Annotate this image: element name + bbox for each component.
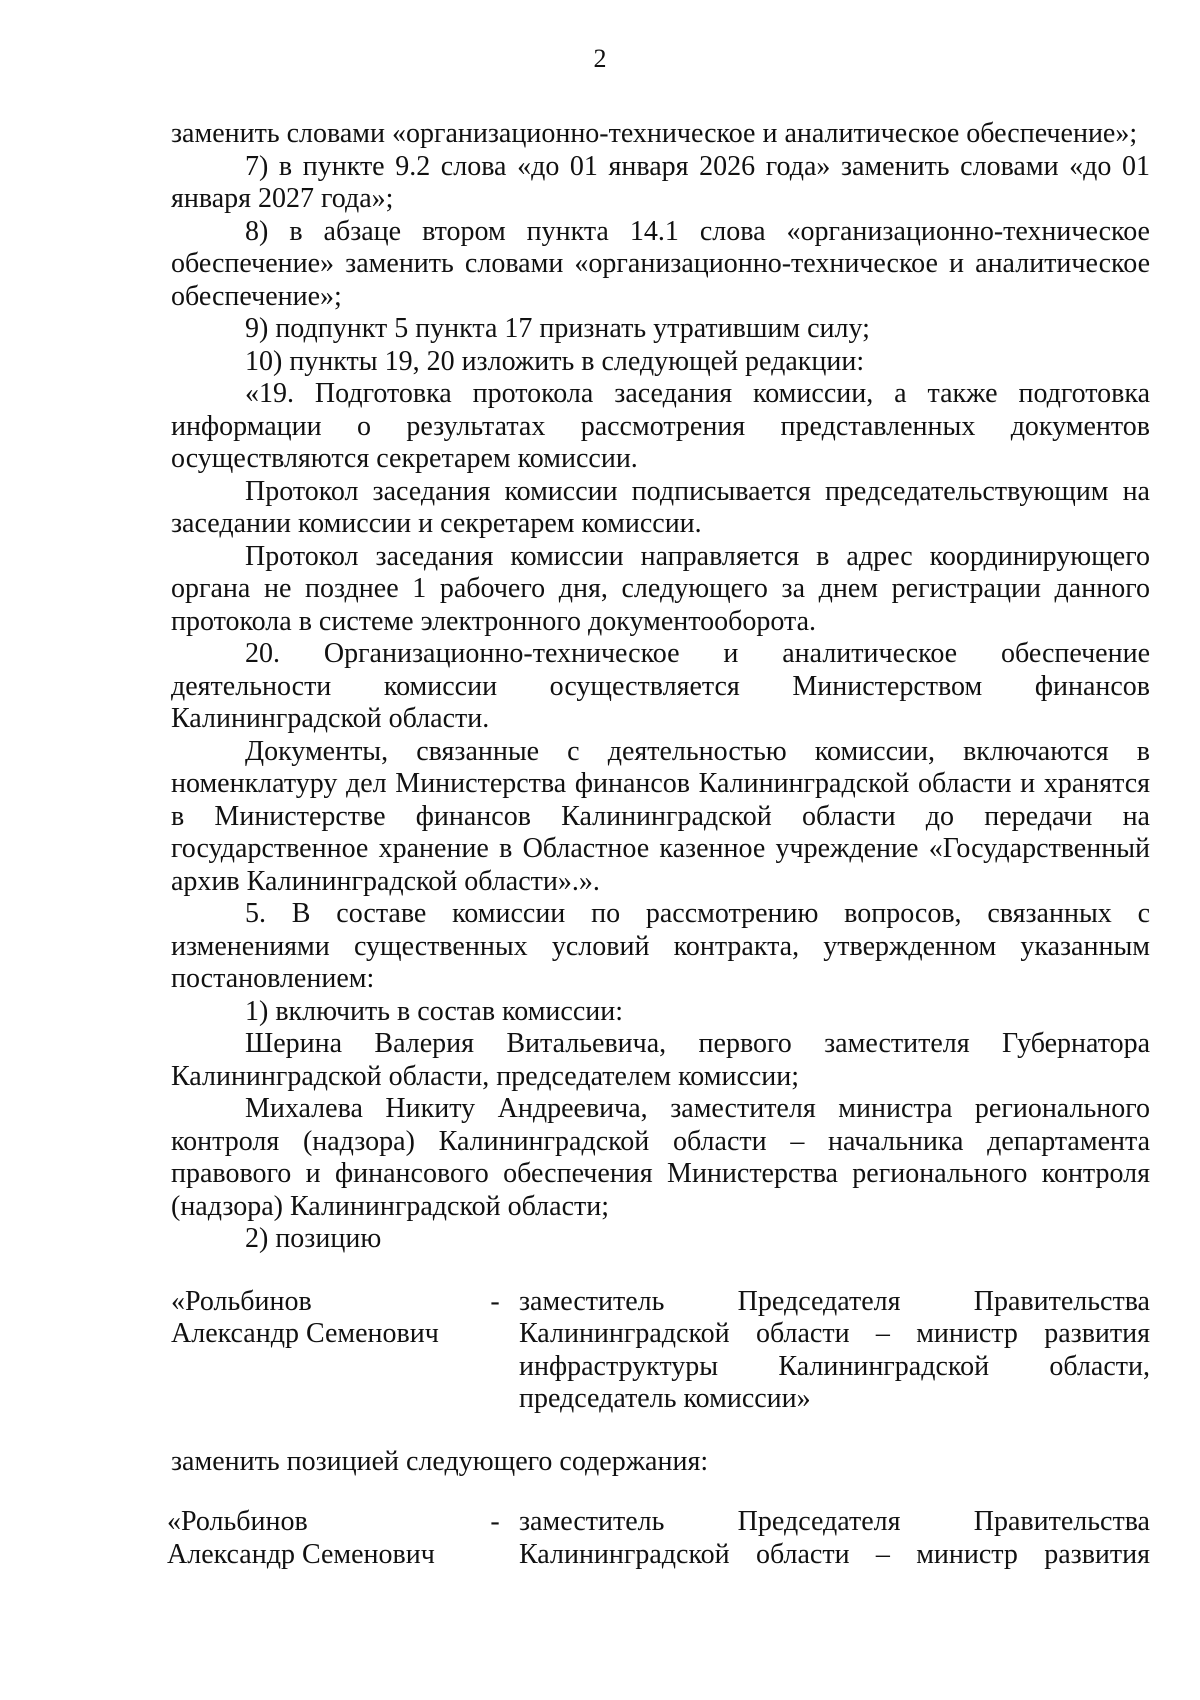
paragraph-item-5: 5. В составе комиссии по рассмотрению вопросов, связанных с изменениями существенных условий контракта, утвержденном указанным постановлением:	[171, 898, 1150, 994]
position-old-name-line2: Александр Семенович	[171, 1318, 439, 1349]
spacer	[171, 1416, 1150, 1446]
paragraph-subitem-1: 1) включить в состав комиссии:	[245, 995, 623, 1027]
position-old-desc-line4: председатель комиссии»	[519, 1383, 811, 1414]
position-old	[171, 1286, 1150, 1416]
spacer	[171, 1478, 1150, 1506]
paragraph-item-8: 8) в абзаце втором пункта 14.1 слова «организационно-техническое обеспечение» заменить словами «организационно-техническое и аналитическое обеспечение»;	[171, 215, 1150, 312]
paragraph-protocol-signing: Протокол заседания комиссии подписывается председательствующим на заседании комиссии и секретарем комиссии.	[171, 475, 1150, 539]
position-new-name	[167, 1506, 471, 1571]
paragraph-clause-20: 20. Организационно-техническое и аналитическое обеспечение деятельности комиссии осуществляется Министерством финансов Калининградской области.	[171, 638, 1150, 734]
position-old-desc-line2: Калининградской области – министр развития	[519, 1318, 1150, 1349]
paragraph-item-10: 10) пункты 19, 20 изложить в следующей редакции:	[245, 345, 865, 377]
paragraph-item-7: 7) в пункте 9.2 слова «до 01 января 2026 года» заменить словами «до 01 января 2027 года»;	[171, 150, 1150, 214]
position-old-name-line1: «Рольбинов	[171, 1285, 312, 1317]
page-number: 2	[593, 44, 607, 73]
paragraph-clause-19: «19. Подготовка протокола заседания комиссии, а также подготовка информации о результатах рассмотрения представленных документов осуществляются секретарем комиссии.	[171, 378, 1150, 474]
position-new-desc-line2: Калининградской области – министр развития	[519, 1538, 1150, 1570]
position-new	[167, 1506, 1150, 1571]
position-new-name-line1: «Рольбинов	[167, 1506, 308, 1537]
paragraph-item-9: 9) подпункт 5 пункта 17 признать утратившим силу;	[245, 313, 870, 344]
position-old-desc-line3: инфраструктуры Калининградской области,	[519, 1350, 1150, 1382]
paragraph-replace-position: заменить позицией следующего содержания:	[171, 1445, 709, 1477]
document-body	[167, 118, 1150, 1571]
position-new-description	[519, 1506, 1150, 1571]
spacer	[171, 1256, 1150, 1286]
paragraph-protocol-sending: Протокол заседания комиссии направляется в адрес координирующего органа не позднее 1 рабочего дня, следующего за днем регистрации данного протокола в системе электронного документооборота.	[171, 540, 1150, 637]
position-old-desc-line1: заместитель Председателя Правительства	[519, 1285, 1150, 1317]
paragraph-mikhalev: Михалева Никиту Андреевича, заместителя министра регионального контроля (надзора) Калининградской области – начальника департамента правового и финансового обеспечения Министерства регионального контроля (надзора) Калининградской области;	[171, 1093, 1150, 1222]
position-old-dash: -	[490, 1285, 500, 1317]
paragraph-sherin: Шерина Валерия Витальевича, первого заместителя Губернатора Калининградской области, председателем комиссии;	[171, 1028, 1150, 1092]
paragraph-documents-storage: Документы, связанные с деятельностью комиссии, включаются в номенклатуру дел Министерства финансов Калининградской области и хранятся в Министерстве финансов Калининградской области до передачи на государственное хранение в Областное казенное учреждение «Государственный архив Калининградской области».».	[171, 735, 1150, 897]
position-old-name	[171, 1286, 471, 1416]
position-new-name-line2: Александр Семенович	[167, 1538, 435, 1570]
position-new-desc-line1: заместитель Председателя Правительства	[519, 1506, 1150, 1537]
position-new-dash: -	[490, 1506, 500, 1537]
position-old-description	[519, 1286, 1150, 1416]
paragraph-continuation: заменить словами «организационно-техническое и аналитическое обеспечение»;	[171, 118, 1138, 149]
paragraph-subitem-2: 2) позицию	[245, 1223, 382, 1254]
